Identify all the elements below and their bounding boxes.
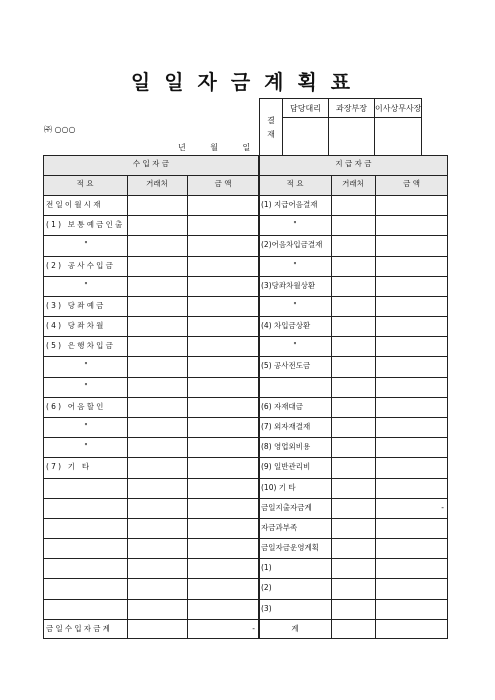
approval-box — [259, 98, 422, 158]
company-name: ㈜ ○○○ — [44, 125, 76, 134]
income-col-summary: 적 요 — [76, 179, 94, 188]
income-row-summary: " — [84, 382, 88, 391]
expense-col-partner: 거래처 — [342, 179, 364, 188]
expense-row-summary: 자금과부족 — [261, 523, 298, 532]
income-row-summary: " — [84, 361, 88, 370]
approval-role-staff: 담당대리 — [283, 99, 329, 118]
income-row-summary: " — [84, 240, 88, 249]
income-row-summary — [46, 578, 126, 598]
expense-row-summary — [261, 377, 329, 397]
expense-row-summary: (1) — [261, 563, 272, 572]
expense-row-summary: (4) 차입금상환 — [261, 321, 311, 330]
expense-row-summary: (6) 자재대금 — [261, 402, 303, 411]
income-row-summary — [46, 478, 126, 498]
expense-row-summary: (7) 외자재결재 — [261, 422, 311, 431]
income-row-summary: (2) 공사수입금 — [46, 261, 116, 270]
income-row-summary: 금일수입자금계 — [46, 624, 113, 633]
expense-row-summary: (3)당좌차월상환 — [261, 281, 316, 290]
expense-row-summary: " — [293, 220, 297, 229]
income-total-amount: - — [252, 624, 255, 633]
expense-row-summary: (2) — [261, 583, 272, 592]
approval-label: 결 재 — [260, 99, 283, 158]
expense-col-summary: 적 요 — [286, 179, 304, 188]
expense-row-summary: (1) 지급어음결재 — [261, 200, 318, 209]
income-col-partner: 거래처 — [146, 179, 168, 188]
expense-row-summary: " — [293, 301, 297, 310]
expense-row-summary: 금일자금운영계획 — [261, 543, 319, 552]
income-row-summary — [46, 498, 126, 518]
income-row-summary: 전일이월시재 — [46, 200, 103, 209]
approval-role-manager: 과장부장 — [329, 99, 375, 118]
expense-row-summary: (5) 공사전도금 — [261, 361, 311, 370]
income-row-summary: (7) 기 타 — [46, 462, 92, 471]
income-row-summary — [46, 518, 126, 538]
expense-row-summary: (8) 영업외비용 — [261, 442, 311, 451]
expense-row-summary: 계 — [291, 624, 299, 633]
expense-row-summary: (10) 기 타 — [261, 483, 296, 492]
expense-row-summary: " — [293, 341, 297, 350]
approval-sign-1[interactable] — [283, 118, 329, 158]
income-row-summary — [46, 538, 126, 558]
expense-row-summary: (3) — [261, 604, 272, 613]
expense-row-summary: 금일지출자금계 — [261, 503, 312, 512]
income-row-summary — [46, 599, 126, 619]
income-row-summary — [46, 558, 126, 578]
income-row-summary: " — [84, 281, 88, 290]
approval-role-exec: 이사상무사장 — [375, 99, 422, 118]
date-field: 년 월 일 — [178, 143, 251, 152]
income-row-summary: " — [84, 422, 88, 431]
approval-sign-3[interactable] — [375, 118, 422, 158]
expense-row-summary: (2)어음차입금결재 — [261, 240, 323, 249]
income-row-summary: (1) 보통예금인출 — [46, 220, 125, 229]
income-row-summary: (3) 당좌예금 — [46, 301, 106, 310]
expense-row-summary: " — [293, 261, 297, 270]
income-row-summary: (6) 어음할인 — [46, 402, 106, 411]
income-row-summary: (4) 당좌차월 — [46, 321, 106, 330]
income-row-summary: (5) 은행차입금 — [46, 341, 116, 350]
expense-total-amount: - — [441, 503, 444, 512]
page-title: 일일자금계획표 — [130, 70, 365, 94]
expense-row-summary: (9) 일반관리비 — [261, 462, 311, 471]
expense-section-header: 지 급 자 금 — [335, 159, 372, 168]
approval-sign-2[interactable] — [329, 118, 375, 158]
expense-col-amount: 금 액 — [403, 179, 420, 188]
income-section-header: 수 입 자 금 — [132, 159, 170, 168]
income-col-amount: 금 액 — [214, 179, 232, 188]
fund-plan-table — [43, 155, 448, 639]
income-row-summary: " — [84, 442, 88, 451]
